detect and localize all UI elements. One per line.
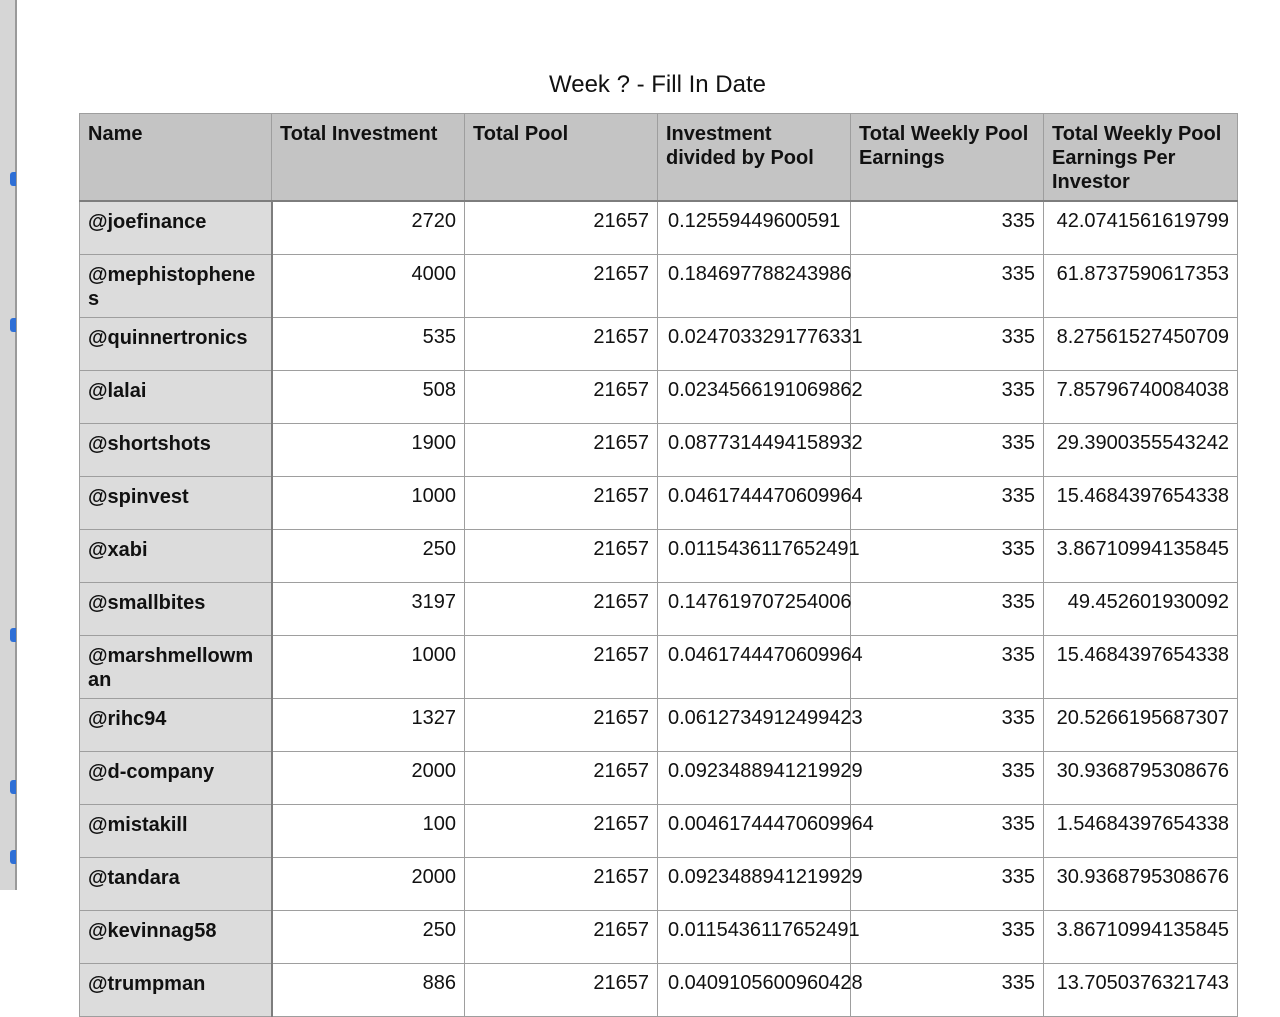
cell-weekly-earnings[interactable]: 335 bbox=[851, 318, 1044, 371]
table-row bbox=[80, 752, 1238, 805]
table-row bbox=[80, 371, 1238, 424]
cell-total-investment[interactable]: 1000 bbox=[272, 636, 465, 699]
edge-marker bbox=[10, 628, 16, 642]
cell-investment-ratio[interactable]: 0.00461744470609964 bbox=[658, 805, 851, 858]
cell-total-investment[interactable]: 2000 bbox=[272, 752, 465, 805]
cell-name[interactable]: @mephistophenes bbox=[80, 255, 272, 318]
cell-total-investment[interactable]: 2000 bbox=[272, 858, 465, 911]
cell-name[interactable]: @d-company bbox=[80, 752, 272, 805]
cell-total-investment[interactable]: 250 bbox=[272, 530, 465, 583]
header-total-weekly-pool-earnings[interactable]: Total Weekly Pool Earnings bbox=[851, 114, 1044, 202]
cell-investment-ratio[interactable]: 0.147619707254006 bbox=[658, 583, 851, 636]
cell-investment-ratio[interactable]: 0.12559449600591 bbox=[658, 201, 851, 255]
cell-earnings-per-investor[interactable]: 20.5266195687307 bbox=[1044, 699, 1238, 752]
cell-earnings-per-investor[interactable]: 3.86710994135845 bbox=[1044, 911, 1238, 964]
cell-total-investment[interactable]: 2720 bbox=[272, 201, 465, 255]
cell-total-pool[interactable]: 21657 bbox=[465, 477, 658, 530]
cell-name[interactable]: @tandara bbox=[80, 858, 272, 911]
cell-name[interactable]: @marshmellowman bbox=[80, 636, 272, 699]
cell-total-pool[interactable]: 21657 bbox=[465, 201, 658, 255]
cell-total-investment[interactable]: 250 bbox=[272, 911, 465, 964]
cell-earnings-per-investor[interactable]: 61.8737590617353 bbox=[1044, 255, 1238, 318]
cell-weekly-earnings[interactable]: 335 bbox=[851, 699, 1044, 752]
cell-weekly-earnings[interactable]: 335 bbox=[851, 858, 1044, 911]
cell-name[interactable]: @xabi bbox=[80, 530, 272, 583]
cell-earnings-per-investor[interactable]: 30.9368795308676 bbox=[1044, 858, 1238, 911]
cell-weekly-earnings[interactable]: 335 bbox=[851, 424, 1044, 477]
cell-earnings-per-investor[interactable]: 3.86710994135845 bbox=[1044, 530, 1238, 583]
header-total-investment[interactable]: Total Investment bbox=[272, 114, 465, 202]
cell-name[interactable]: @quinnertronics bbox=[80, 318, 272, 371]
cell-name[interactable]: @smallbites bbox=[80, 583, 272, 636]
cell-weekly-earnings[interactable]: 335 bbox=[851, 201, 1044, 255]
cell-weekly-earnings[interactable]: 335 bbox=[851, 371, 1044, 424]
cell-earnings-per-investor[interactable]: 15.4684397654338 bbox=[1044, 636, 1238, 699]
cell-total-pool[interactable]: 21657 bbox=[465, 964, 658, 1017]
cell-total-investment[interactable]: 1000 bbox=[272, 477, 465, 530]
cell-investment-ratio[interactable]: 0.0612734912499423 bbox=[658, 699, 851, 752]
table-row bbox=[80, 858, 1238, 911]
header-earnings-per-investor[interactable]: Total Weekly Pool Earnings Per Investor bbox=[1044, 114, 1238, 202]
cell-investment-ratio[interactable]: 0.0461744470609964 bbox=[658, 636, 851, 699]
cell-investment-ratio[interactable]: 0.0115436117652491 bbox=[658, 530, 851, 583]
cell-total-investment[interactable]: 4000 bbox=[272, 255, 465, 318]
table-row bbox=[80, 318, 1238, 371]
cell-earnings-per-investor[interactable]: 7.85796740084038 bbox=[1044, 371, 1238, 424]
cell-weekly-earnings[interactable]: 335 bbox=[851, 255, 1044, 318]
table-row bbox=[80, 583, 1238, 636]
edge-marker bbox=[10, 850, 16, 864]
cell-investment-ratio[interactable]: 0.0234566191069862 bbox=[658, 371, 851, 424]
table-row bbox=[80, 424, 1238, 477]
cell-name[interactable]: @shortshots bbox=[80, 424, 272, 477]
cell-name[interactable]: @kevinnag58 bbox=[80, 911, 272, 964]
table-row bbox=[80, 255, 1238, 318]
table-row bbox=[80, 201, 1238, 255]
cell-investment-ratio[interactable]: 0.0461744470609964 bbox=[658, 477, 851, 530]
table-row bbox=[80, 699, 1238, 752]
cell-investment-ratio[interactable]: 0.0115436117652491 bbox=[658, 911, 851, 964]
cell-investment-ratio[interactable]: 0.0877314494158932 bbox=[658, 424, 851, 477]
cell-weekly-earnings[interactable]: 335 bbox=[851, 477, 1044, 530]
table-row bbox=[80, 530, 1238, 583]
cell-name[interactable]: @lalai bbox=[80, 371, 272, 424]
cell-total-pool[interactable]: 21657 bbox=[465, 318, 658, 371]
cell-total-pool[interactable]: 21657 bbox=[465, 255, 658, 318]
spreadsheet-page bbox=[17, 0, 1280, 995]
header-investment-divided-by-pool[interactable]: Investment divided by Pool bbox=[658, 114, 851, 202]
cell-weekly-earnings[interactable]: 335 bbox=[851, 583, 1044, 636]
cell-weekly-earnings[interactable]: 335 bbox=[851, 911, 1044, 964]
cell-earnings-per-investor[interactable]: 29.3900355543242 bbox=[1044, 424, 1238, 477]
table-row bbox=[80, 911, 1238, 964]
cell-earnings-per-investor[interactable]: 8.27561527450709 bbox=[1044, 318, 1238, 371]
table-row bbox=[80, 805, 1238, 858]
cell-earnings-per-investor[interactable]: 49.452601930092 bbox=[1044, 583, 1238, 636]
edge-marker bbox=[10, 172, 16, 186]
table-row bbox=[80, 636, 1238, 699]
cell-name[interactable]: @trumpman bbox=[80, 964, 272, 1017]
header-row bbox=[80, 114, 1238, 202]
edge-marker bbox=[10, 780, 16, 794]
cell-weekly-earnings[interactable]: 335 bbox=[851, 752, 1044, 805]
cell-total-pool[interactable]: 21657 bbox=[465, 530, 658, 583]
cell-investment-ratio[interactable]: 0.0923488941219929 bbox=[658, 858, 851, 911]
earnings-table bbox=[79, 113, 1238, 1017]
window-edge bbox=[0, 0, 17, 890]
cell-total-investment[interactable]: 508 bbox=[272, 371, 465, 424]
cell-earnings-per-investor[interactable]: 30.9368795308676 bbox=[1044, 752, 1238, 805]
cell-investment-ratio[interactable]: 0.0409105600960428 bbox=[658, 964, 851, 1017]
cell-name[interactable]: @mistakill bbox=[80, 805, 272, 858]
cell-weekly-earnings[interactable]: 335 bbox=[851, 530, 1044, 583]
cell-earnings-per-investor[interactable]: 13.7050376321743 bbox=[1044, 964, 1238, 1017]
edge-marker bbox=[10, 318, 16, 332]
cell-total-investment[interactable]: 3197 bbox=[272, 583, 465, 636]
cell-weekly-earnings[interactable]: 335 bbox=[851, 636, 1044, 699]
cell-weekly-earnings[interactable]: 335 bbox=[851, 964, 1044, 1017]
table-row bbox=[80, 477, 1238, 530]
cell-total-investment[interactable]: 1900 bbox=[272, 424, 465, 477]
cell-total-pool[interactable]: 21657 bbox=[465, 911, 658, 964]
cell-name[interactable]: @spinvest bbox=[80, 477, 272, 530]
cell-total-investment[interactable]: 100 bbox=[272, 805, 465, 858]
cell-total-investment[interactable]: 535 bbox=[272, 318, 465, 371]
cell-weekly-earnings[interactable]: 335 bbox=[851, 805, 1044, 858]
cell-investment-ratio[interactable]: 0.0923488941219929 bbox=[658, 752, 851, 805]
table-row bbox=[80, 964, 1238, 1017]
cell-total-pool[interactable]: 21657 bbox=[465, 583, 658, 636]
cell-name[interactable]: @rihc94 bbox=[80, 699, 272, 752]
cell-investment-ratio[interactable]: 0.0247033291776331 bbox=[658, 318, 851, 371]
header-total-pool[interactable]: Total Pool bbox=[465, 114, 658, 202]
cell-total-pool[interactable]: 21657 bbox=[465, 424, 658, 477]
cell-total-pool[interactable]: 21657 bbox=[465, 636, 658, 699]
cell-name[interactable]: @joefinance bbox=[80, 201, 272, 255]
cell-total-pool[interactable]: 21657 bbox=[465, 699, 658, 752]
cell-total-pool[interactable]: 21657 bbox=[465, 858, 658, 911]
cell-total-pool[interactable]: 21657 bbox=[465, 371, 658, 424]
cell-earnings-per-investor[interactable]: 15.4684397654338 bbox=[1044, 477, 1238, 530]
cell-total-pool[interactable]: 21657 bbox=[465, 752, 658, 805]
cell-earnings-per-investor[interactable]: 1.54684397654338 bbox=[1044, 805, 1238, 858]
cell-total-investment[interactable]: 886 bbox=[272, 964, 465, 1017]
sheet-title: Week ? - Fill In Date bbox=[549, 71, 766, 98]
cell-total-pool[interactable]: 21657 bbox=[465, 805, 658, 858]
cell-earnings-per-investor[interactable]: 42.0741561619799 bbox=[1044, 201, 1238, 255]
cell-total-investment[interactable]: 1327 bbox=[272, 699, 465, 752]
cell-investment-ratio[interactable]: 0.184697788243986 bbox=[658, 255, 851, 318]
header-name[interactable]: Name bbox=[80, 114, 272, 202]
